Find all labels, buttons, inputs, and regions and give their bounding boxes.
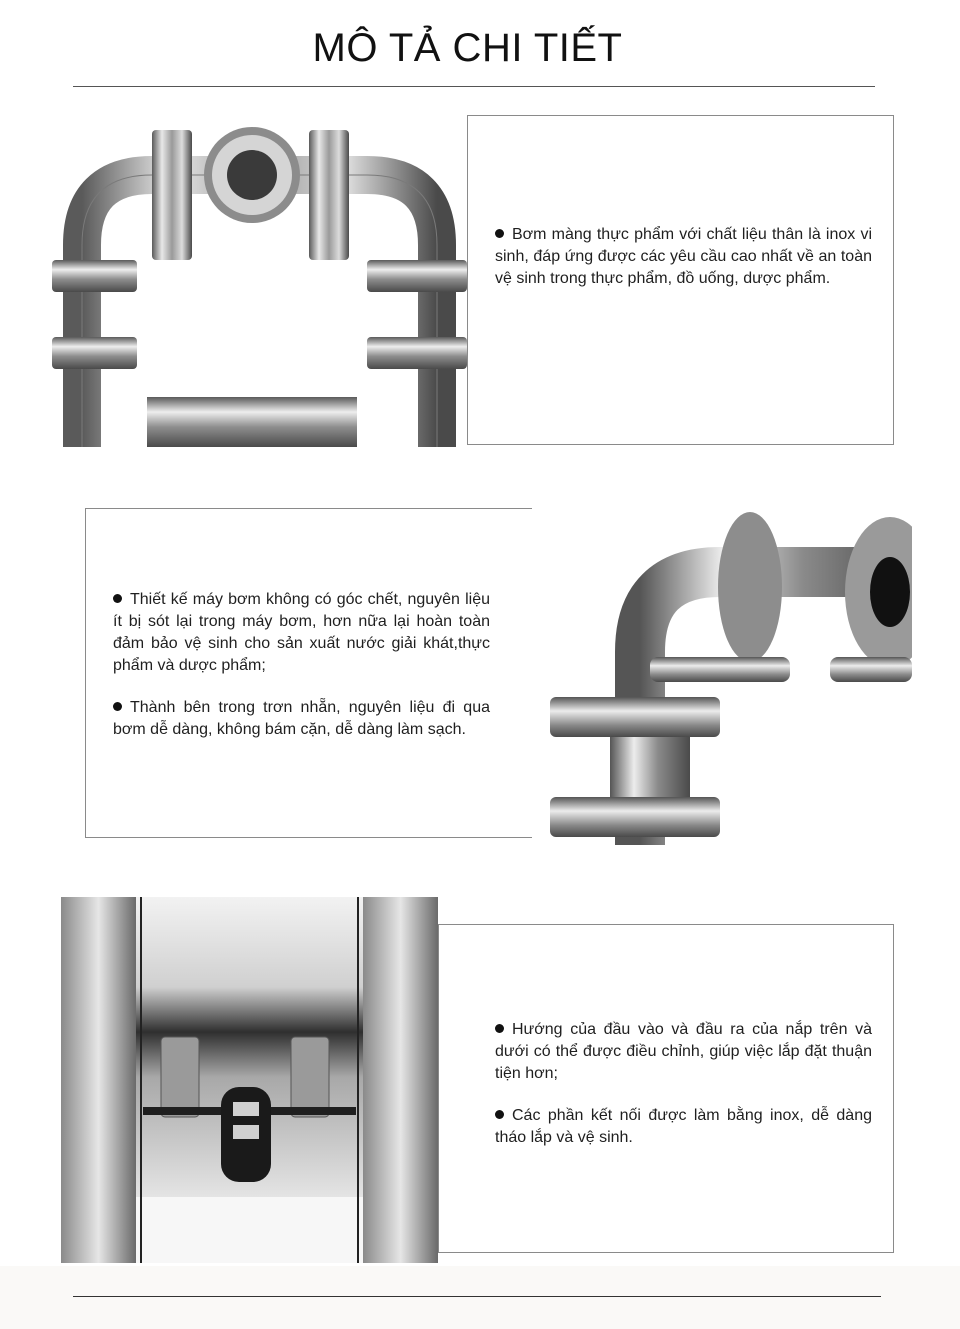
section-3-description bbox=[495, 1019, 872, 1169]
section-2-description bbox=[113, 589, 490, 761]
page-title: MÔ TẢ CHI TIẾT bbox=[312, 26, 623, 70]
footer-band bbox=[0, 1266, 960, 1329]
bullet-item: Hướng của đầu vào và đầu ra của nắp trên và dưới có thể được điều chỉnh, giúp việc lắp đặt thuận tiện hơn; bbox=[495, 1021, 872, 1082]
bullet-dot-icon bbox=[495, 1024, 504, 1033]
pipe-manifold-illustration bbox=[52, 115, 467, 447]
section-1-description bbox=[495, 224, 872, 310]
bullet-dot-icon bbox=[113, 702, 122, 711]
section-1-pump-manifold-image bbox=[52, 115, 467, 447]
bullet-item: Thành bên trong trơn nhẵn, nguyên liệu đi qua bơm dễ dàng, không bám cặn, dễ dàng làm sạch. bbox=[113, 699, 490, 738]
bullet-item: Các phần kết nối được làm bằng inox, dễ dàng tháo lắp và vệ sinh. bbox=[495, 1107, 872, 1146]
bullet-dot-icon bbox=[113, 594, 122, 603]
bullet-item: Bơm màng thực phẩm với chất liệu thân là inox vi sinh, đáp ứng được các yêu cầu cao nhất về an toàn vệ sinh trong thực phẩm, đồ uống, dược phẩm. bbox=[495, 226, 872, 287]
section-3-pump-body-image bbox=[61, 897, 438, 1263]
section-2-elbow-pipe-image bbox=[540, 492, 912, 845]
elbow-pipe-illustration bbox=[540, 492, 912, 845]
title-divider bbox=[73, 86, 875, 87]
bullet-dot-icon bbox=[495, 229, 504, 238]
bullet-item: Thiết kế máy bơm không có góc chết, nguyên liệu ít bị sót lại trong máy bơm, hơn nữa lại hoàn toàn đảm bảo vệ sinh cho sản xuất nước giải khát,thực phẩm và dược phẩm; bbox=[113, 591, 490, 674]
bullet-dot-icon bbox=[495, 1110, 504, 1119]
pump-body-illustration bbox=[61, 897, 438, 1263]
footer-divider bbox=[73, 1296, 881, 1297]
